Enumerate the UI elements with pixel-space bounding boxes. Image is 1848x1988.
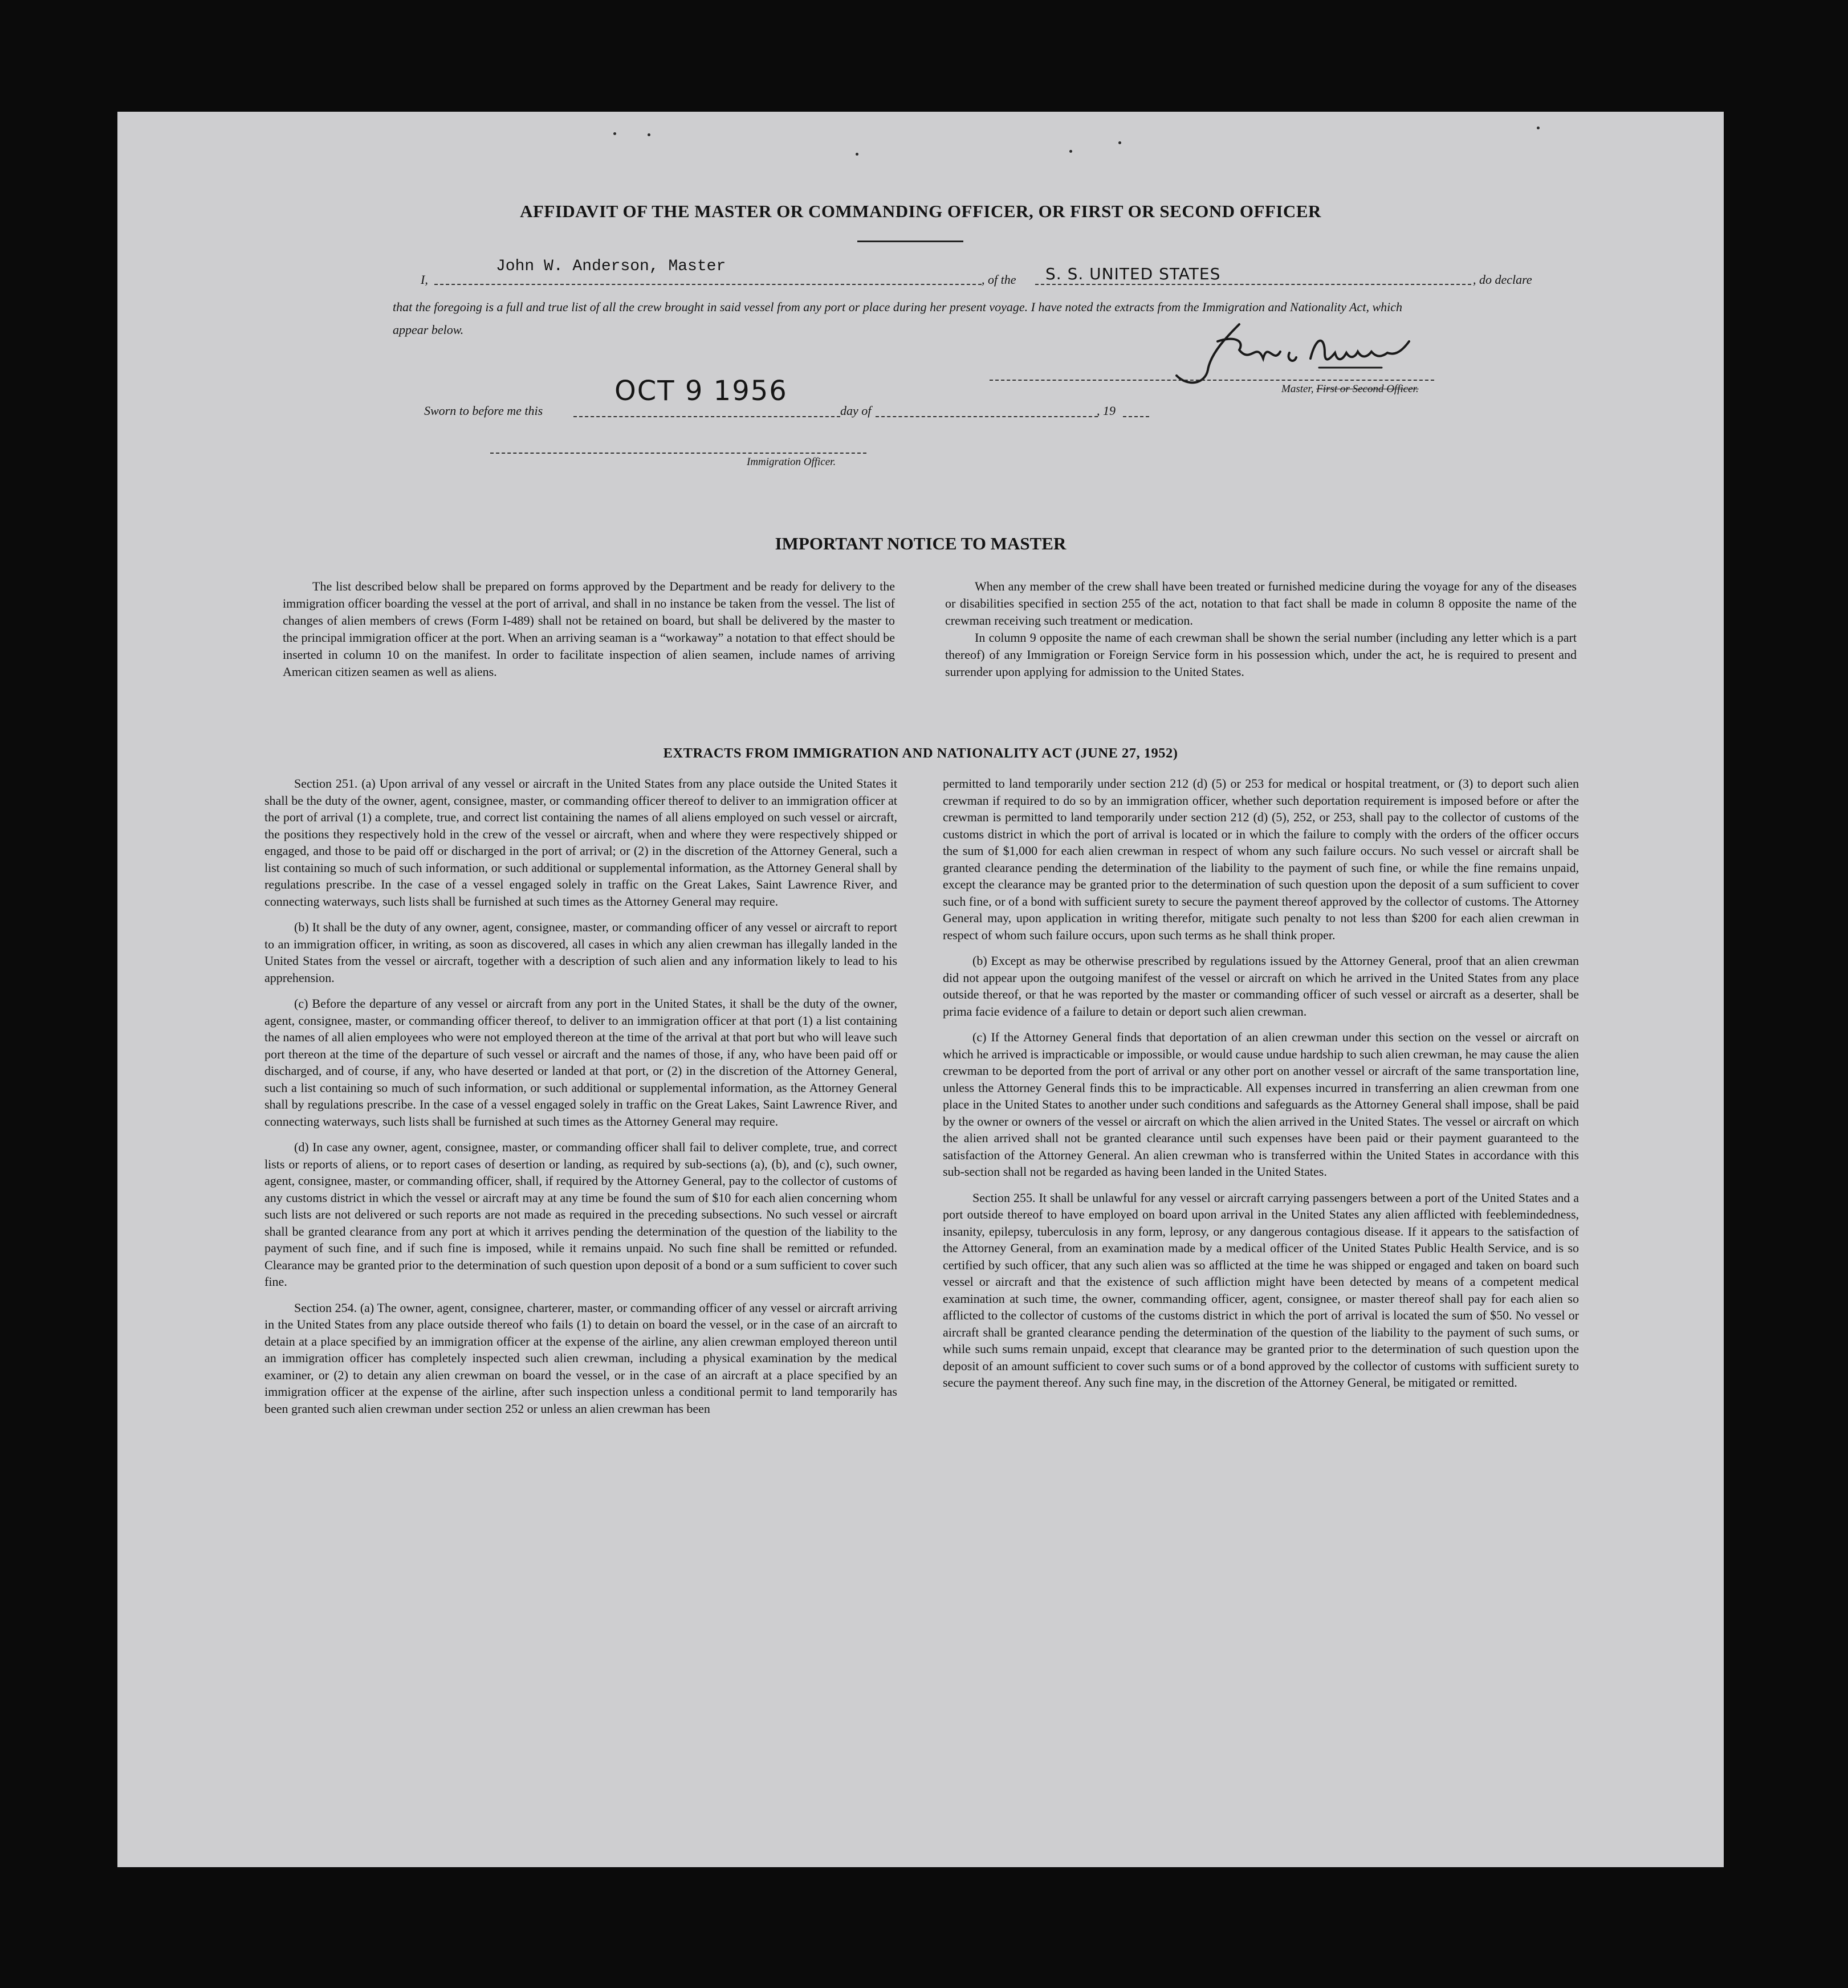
affidavit-title: AFFIDAVIT OF THE MASTER OR COMMANDING OFFICER, OR FIRST OR SECOND OFFICER: [520, 201, 1321, 221]
section-251a: Section 251. (a) Upon arrival of any vessel or aircraft in the United States from any place outside the United States it shall be the duty of the owner, agent, consignee, master, or commanding officer thereof to deliver to an immigration officer at the port of arrival (1) a complete, true, and correct list containing the names of all aliens employed on such vessel or aircraft, the positions they respectively hold in the crew of the vessel or aircraft, when and where they were respectively shipped or engaged, and those to be paid off or discharged in the port of arrival; or (2) in the discretion of the Attorney General, such a list containing so much of such information, or such additional or supplemental information, as the Attorney General shall by regulations prescribe. In the case of a vessel engaged solely in traffic on the Great Lakes, Saint Lawrence River, and connecting waterways, such lists shall be furnished at such times as the Attorney General may require.: [264, 776, 897, 909]
notice-left-paragraph: The list described below shall be prepared on forms approved by the Department and be ready for delivery to the immigration officer boarding the vessel at the port of arrival, and shall in no instance be taken from the vessel. The list of changes of alien members of crews (Form I-489) shall not be retained on board, but shall be delivered by the master to the principal immigration officer at the port. When an arriving seaman is a “workaway” a notation to that effect should be inserted in column 10 on the manifest. In order to facilitate inspection of alien seamen, include names of arriving American citizen seamen as well as aliens.: [283, 579, 895, 679]
section-254c: (c) If the Attorney General finds that deportation of an alien crewman under this section on the vessel or aircraft on which he arrived is impracticable or impossible, or would cause undue hardship to such alien crewman, he may cause the alien crewman to be deported from the port of arrival or any other port on another vessel or aircraft of the same transportation line, unless the Attorney General finds this to be impracticable. All expenses incurred in transferring an alien crewman from one place in the United States to another under such conditions and safeguards as the Attorney General shall impose, shall be paid by the owner or owners of the vessel or aircraft on which the alien arrived in the United States. The vessel or aircraft on which the alien arrived shall not be granted clearance until such expenses have been paid or their payment guaranteed to the satisfaction of the Attorney General. An alien crewman who is transferred within the United States in accordance with this sub-section shall not be regarded as having been landed in the United States.: [943, 1030, 1579, 1179]
signer-title-prefix: Master,: [1281, 383, 1314, 395]
typed-master-name: John W. Anderson, Master: [496, 258, 726, 275]
scan-speck: [1069, 150, 1072, 153]
year-label: , 19: [1097, 404, 1116, 418]
notice-left-column: [283, 578, 895, 681]
section-251b: (b) It shall be the duty of any owner, agent, consignee, master, or commanding officer of any vessel or aircraft to report to an immigration officer, in writing, as soon as discovered, all cases in which any alien crewman has illegally landed in the United States from the vessel or aircraft, together with a description of such alien and any information likely to lead to his apprehension.: [264, 920, 897, 985]
handwritten-signature: [1154, 319, 1419, 395]
i-label: I,: [421, 272, 428, 287]
date-stamp: OCT 9 1956: [614, 375, 788, 407]
notice-right-paragraph: When any member of the crew shall have been treated or furnished medicine during the voyage for any of the diseases or disabilities specified in section 255 of the act, notation to that fact shall be made in column 8 opposite the name of the crewman receiving such treatment or medication.: [945, 579, 1577, 628]
of-the-label: , of the: [982, 272, 1016, 287]
officer-signature-line: [490, 453, 866, 454]
scan-speck: [856, 153, 858, 156]
notice-right-paragraph: In column 9 opposite the name of each crewman shall be shown the serial number (including any letter which is a part thereof) of any Immigration or Foreign Service form in his possession which, under the act, he is required to present and surrender upon applying for admission to the United States.: [945, 630, 1577, 679]
scan-speck: [648, 133, 650, 136]
section-255: Section 255. It shall be unlawful for any vessel or aircraft carrying passengers between a port of the United States and a port outside thereof to have employed on board upon arrival in the United States any alien afflicted with feeblemindedness, insanity, epilepsy, tuberculosis in any form, leprosy, or any dangerous contagious disease. If it appears to the satisfaction of the Attorney General, from an examination made by a medical officer of the United States Public Health Service, and is so certified by such officer, that any such alien was so afflicted at the time he was shipped or engaged and taken on board such vessel or aircraft and that the existence of such affliction might have been detected by means of a competent medical examination at such time, the owner, commanding officer, agent, consignee, or master thereof shall pay for each alien so afflicted to the collector of customs of the customs district in which the port of arrival is located the sum of $50. No vessel or aircraft shall be granted clearance pending the determination of the question of the liability to the payment of such sums, or while such sums remain unpaid, except that clearance may be granted prior to the determination of such question upon the deposit of an amount sufficient to cover such sums or of a bond approved by the collector of customs with sufficient surety to secure the payment thereof. Any such fine may, in the discretion of the Attorney General, be mitigated or remitted.: [943, 1190, 1579, 1390]
extracts-right-column: [943, 775, 1579, 1391]
section-254a: Section 254. (a) The owner, agent, consignee, charterer, master, or commanding officer of any vessel or aircraft arriving in the United States from any place outside thereof who fails (1) to detain on board the vessel, or in the case of an aircraft to detain at a place specified by an immigration officer at the expense of the airline, any alien crewman employed thereon until an immigration officer has completely inspected such alien crewman, including a physical examination by the medical examiner, or (2) to detain any alien crewman on board the vessel, or in the case of an aircraft at a place specified by an immigration officer at the expense of the airline, after such inspection unless a conditional permit to land temporarily has been granted such alien crewman under section 252 or unless an alien crewman has been: [264, 1300, 897, 1416]
notice-heading: IMPORTANT NOTICE TO MASTER: [775, 533, 1067, 553]
day-of-label: day of: [840, 404, 872, 418]
immigration-officer-label: Immigration Officer.: [747, 456, 836, 468]
signature-line: [990, 380, 1434, 381]
sworn-year-blank: [1123, 416, 1149, 417]
do-declare-label: , do declare: [1473, 272, 1532, 287]
scan-speck: [1537, 127, 1540, 129]
sworn-month-blank: [876, 416, 1098, 417]
scan-speck: [1118, 141, 1121, 144]
extracts-left-column: [264, 775, 897, 1417]
document-page: [117, 112, 1724, 1867]
section-254a-continued: permitted to land temporarily under section 212 (d) (5) or 253 for medical or hospital treatment, or (3) to deport such alien crewman if required to do so by an immigration officer, whether such deportation requirement is imposed before or after the crewman is permitted to land temporarily under section 212 (d) (5), 252, or 253, shall pay to the collector of customs of the customs district in which the port of arrival is located or in which the failure to comply with the orders of the officer occurs the sum of $1,000 for each alien crewman in respect of whom any such failure occurs. No such vessel or aircraft shall be granted clearance pending the determination of the liability to the payment of such fine, or while the fine remains unpaid, except the clearance may be granted prior to the determination of such question upon the deposit of a sum sufficient to cover such fine, or of a bond with sufficient surety to secure the payment thereof approved by the collector of customs. The Attorney General may, upon application in writing therefor, mitigate such penalty to not less than $200 for each alien crewman in respect of whom such failure occurs, upon such terms as he shall think proper.: [943, 776, 1579, 942]
section-251c: (c) Before the departure of any vessel or aircraft from any port in the United States, it shall be the duty of the owner, agent, consignee, master, or commanding officer thereof, to deliver to an immigration officer at that port (1) a list containing the names of all alien employees who were not employed thereon at the time of the arrival at that port but who will leave such port thereon at the time of the departure of such vessel or aircraft and the names of those, if any, who have been paid off or discharged, and of course, if any, who have deserted or landed at that port, or (2) in the discretion of the Attorney General, such a list containing so much of such information, or such additional or supplemental information, as the Attorney General shall by regulations prescribe. In the case of a vessel engaged solely in traffic on the Great Lakes, Saint Lawrence River, and connecting waterways, such lists shall be furnished at such times as the Attorney General may require.: [264, 996, 897, 1129]
notice-right-column: [945, 578, 1577, 681]
ship-blank: [1035, 284, 1471, 285]
section-251d: (d) In case any owner, agent, consignee, master, or commanding officer shall fail to deliver complete, true, and correct lists or reports of aliens, or to report cases of desertion or landing, as required by sub-sections (a), (b), and (c), such owner, agent, consignee, master, or commanding officer, shall, if required by the Attorney General, pay to the collector of customs of any customs district in which the vessel or aircraft may at any time be found the sum of $10 for each alien concerning whom such lists are not delivered or such reports are not made as required in the preceding subsections. No such vessel or aircraft shall be granted clearance from any port at which it arrives pending the determination of the question of the liability to the payment of such fine, and if such fine is imposed, while it remains unpaid. No such fine shall be remitted or refunded. Clearance may be granted prior to the determination of such question upon deposit of a bond or a sum sufficient to cover such fine.: [264, 1140, 897, 1289]
sworn-day-blank: [573, 416, 840, 417]
struck-officer-title: First or Second Officer.: [1316, 383, 1419, 395]
title-rule: [857, 241, 963, 242]
section-254b: (b) Except as may be otherwise prescribed by regulations issued by the Attorney General, proof that an alien crewman did not appear upon the outgoing manifest of the vessel or aircraft on which he arrived in the United States from any place outside thereof, or that he was reported by the master or commanding officer of such vessel or aircraft as a deserter, shall be prima facie evidence of a failure to detain or deport such alien crewman.: [943, 954, 1579, 1019]
name-blank: [434, 284, 982, 285]
extracts-heading: EXTRACTS FROM IMMIGRATION AND NATIONALITY ACT (JUNE 27, 1952): [663, 746, 1178, 761]
typed-ship-name: S. S. UNITED STATES: [1045, 264, 1221, 283]
signer-title: [1281, 383, 1419, 396]
sworn-label: Sworn to before me this: [424, 404, 543, 418]
scan-speck: [613, 132, 616, 135]
declaration-text: that the foregoing is a full and true list of all the crew brought in said vessel from any port or place during her present voyage. I have noted the extracts from the Immigration and Nationality Act, which appear below.: [393, 300, 1402, 337]
